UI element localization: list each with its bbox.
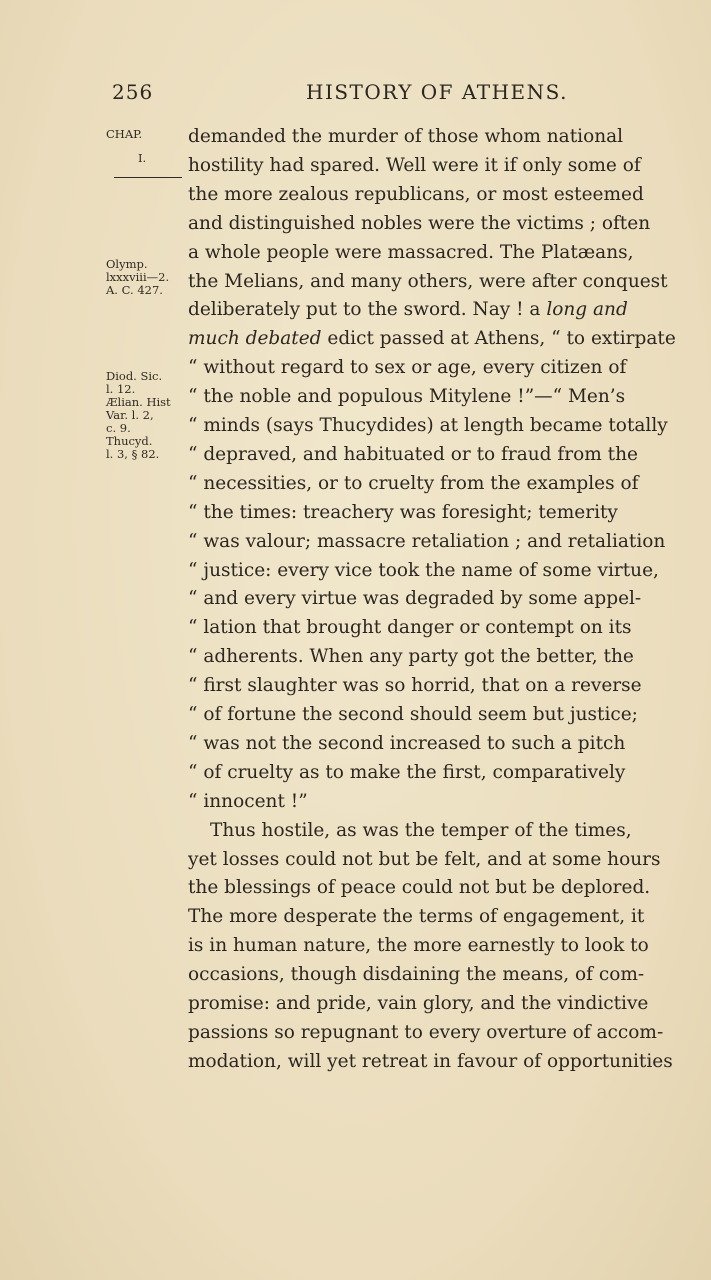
text-line: demanded the murder of those whom national [188, 126, 624, 147]
text-line: “ was not the second increased to such a pitch [188, 732, 626, 754]
margin-note-chap-number: I. [138, 151, 147, 165]
text-line: “ without regard to sex or age, every citizen of [188, 357, 627, 379]
text-line: Thus hostile, as was the temper of the times, [210, 819, 632, 841]
margin-note-olympiad: Olymp. lxxxviii—2. A. C. 427. [106, 257, 170, 297]
text-line: the blessings of peace could not but be deplored. [188, 877, 651, 899]
margin-note-references: Diod. Sic. l. 12. Ælian. Hist Var. l. 2, c. 9. Thucyd. l. 3, § 82. [106, 369, 171, 461]
text-line: modation, will yet retreat in favour of opportunities [188, 1050, 673, 1072]
text-line: “ justice: every vice took the name of some virtue, [188, 559, 659, 581]
page-number: 256 [112, 80, 154, 104]
text-line: “ depraved, and habituated or to fraud from the [188, 443, 638, 465]
text-line: is in human nature, the more earnestly to look to [188, 935, 649, 957]
running-head: HISTORY OF ATHENS. [306, 80, 568, 104]
text-line: yet losses could not but be felt, and at some hours [188, 848, 661, 870]
text-line: “ of cruelty as to make the first, comparatively [188, 761, 626, 783]
text-line: “ and every virtue was degraded by some appel- [188, 588, 642, 610]
text-line: deliberately put to the sword. Nay ! a long and [188, 299, 628, 321]
text-line: “ the noble and populous Mitylene !”—“ Men’s [188, 386, 626, 408]
italic-phrase: long and [546, 299, 628, 321]
text-line: “ was valour; massacre retaliation ; and retaliation [188, 530, 666, 552]
margin-note-chap: CHAP. [106, 127, 143, 141]
italic-phrase: much debated [188, 328, 322, 350]
text-line: “ minds (says Thucydides) at length became totally [188, 415, 668, 436]
text-line: the Melians, and many others, were after conquest [188, 270, 668, 292]
text-line: “ the times: treachery was foresight; temerity [188, 501, 618, 523]
text-line: “ of fortune the second should seem but justice; [188, 704, 638, 725]
text-line: passions so repugnant to every overture of accom- [188, 1021, 664, 1043]
text-line: “ first slaughter was so horrid, that on a reverse [188, 675, 642, 697]
text-line: a whole people were massacred. The Platæans, [188, 241, 634, 263]
text-line: “ lation that brought danger or contempt on its [188, 617, 632, 639]
text-line: “ innocent !” [188, 790, 308, 812]
text-line: the more zealous republicans, or most esteemed [188, 183, 644, 205]
text-line: and distinguished nobles were the victims ; often [188, 212, 651, 234]
text-line: promise: and pride, vain glory, and the vindictive [188, 993, 649, 1014]
text-line: “ necessities, or to cruelty from the examples of [188, 472, 639, 494]
text-line: hostility had spared. Well were it if only some of [188, 154, 641, 176]
text-line: occasions, though disdaining the means, of com- [188, 964, 645, 986]
text-line: much debated edict passed at Athens, “ to extirpate [188, 328, 676, 350]
chap-rule [114, 177, 182, 178]
text-line: “ adherents. When any party got the better, the [188, 646, 634, 668]
text-line: The more desperate the terms of engagement, it [188, 906, 645, 928]
